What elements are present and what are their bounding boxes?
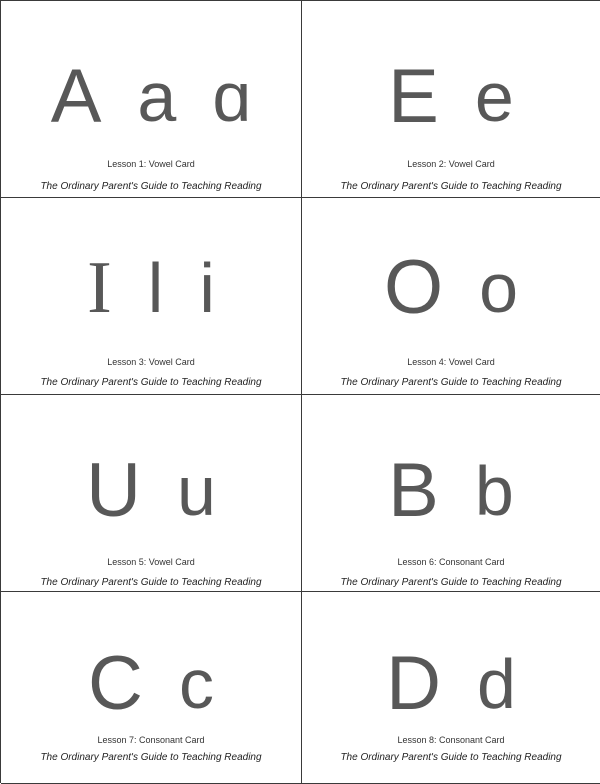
- card-lesson-8: [302, 592, 600, 784]
- card-lesson-3: [1, 198, 302, 395]
- card-letters: [302, 240, 600, 330]
- book-title: The Ordinary Parent's Guide to Teaching Reading: [40, 577, 262, 588]
- letter-uppercase: B: [388, 448, 439, 533]
- card-letters: [302, 636, 600, 726]
- book-title: The Ordinary Parent's Guide to Teaching Reading: [40, 181, 262, 192]
- card-lesson-7: [1, 592, 302, 784]
- card-lesson-1: [1, 1, 302, 198]
- lesson-label: Lesson 5: Vowel Card: [107, 557, 195, 567]
- book-title: The Ordinary Parent's Guide to Teaching Reading: [40, 752, 262, 763]
- card-letters: [1, 49, 301, 139]
- letter-uppercase: C: [88, 641, 143, 726]
- letter-lowercase: l: [147, 249, 164, 327]
- lesson-label: Lesson 4: Vowel Card: [407, 357, 495, 367]
- letter-uppercase: A: [50, 54, 102, 139]
- card-lesson-6: [302, 395, 600, 592]
- card-letters: [1, 240, 301, 329]
- card-lesson-2: [302, 1, 600, 198]
- book-title: The Ordinary Parent's Guide to Teaching Reading: [340, 577, 562, 588]
- book-title: The Ordinary Parent's Guide to Teaching Reading: [340, 377, 562, 388]
- lesson-label: Lesson 1: Vowel Card: [107, 159, 195, 169]
- card-lesson-5: [1, 395, 302, 592]
- lesson-label: Lesson 7: Consonant Card: [97, 735, 205, 745]
- letter-lowercase: u: [176, 452, 216, 530]
- letter-lowercase: e: [474, 58, 514, 136]
- book-title: The Ordinary Parent's Guide to Teaching Reading: [40, 377, 262, 388]
- book-title: The Ordinary Parent's Guide to Teaching Reading: [340, 752, 562, 763]
- card-letters: [1, 636, 301, 726]
- letter-lowercase: c: [178, 645, 214, 723]
- letter-uppercase: U: [86, 448, 141, 533]
- letter-uppercase: O: [383, 245, 444, 330]
- lesson-label: Lesson 3: Vowel Card: [107, 357, 195, 367]
- letter-uppercase-serif: I: [87, 247, 112, 329]
- lesson-label: Lesson 2: Vowel Card: [407, 159, 495, 169]
- card-letters: [302, 443, 600, 533]
- card-letters: [302, 49, 600, 139]
- letter-lowercase-alt: i: [199, 249, 215, 327]
- letter-lowercase: a: [137, 58, 177, 136]
- letter-lowercase-alt: ɑ: [212, 58, 252, 136]
- letter-lowercase: b: [474, 452, 514, 530]
- lesson-label: Lesson 8: Consonant Card: [397, 735, 505, 745]
- card-letters: [1, 443, 301, 533]
- letter-lowercase: o: [479, 249, 519, 327]
- letter-uppercase: E: [388, 54, 439, 139]
- letter-uppercase: D: [386, 641, 441, 726]
- card-lesson-4: [302, 198, 600, 395]
- lesson-label: Lesson 6: Consonant Card: [397, 557, 505, 567]
- letter-lowercase: d: [476, 645, 516, 723]
- book-title: The Ordinary Parent's Guide to Teaching Reading: [340, 181, 562, 192]
